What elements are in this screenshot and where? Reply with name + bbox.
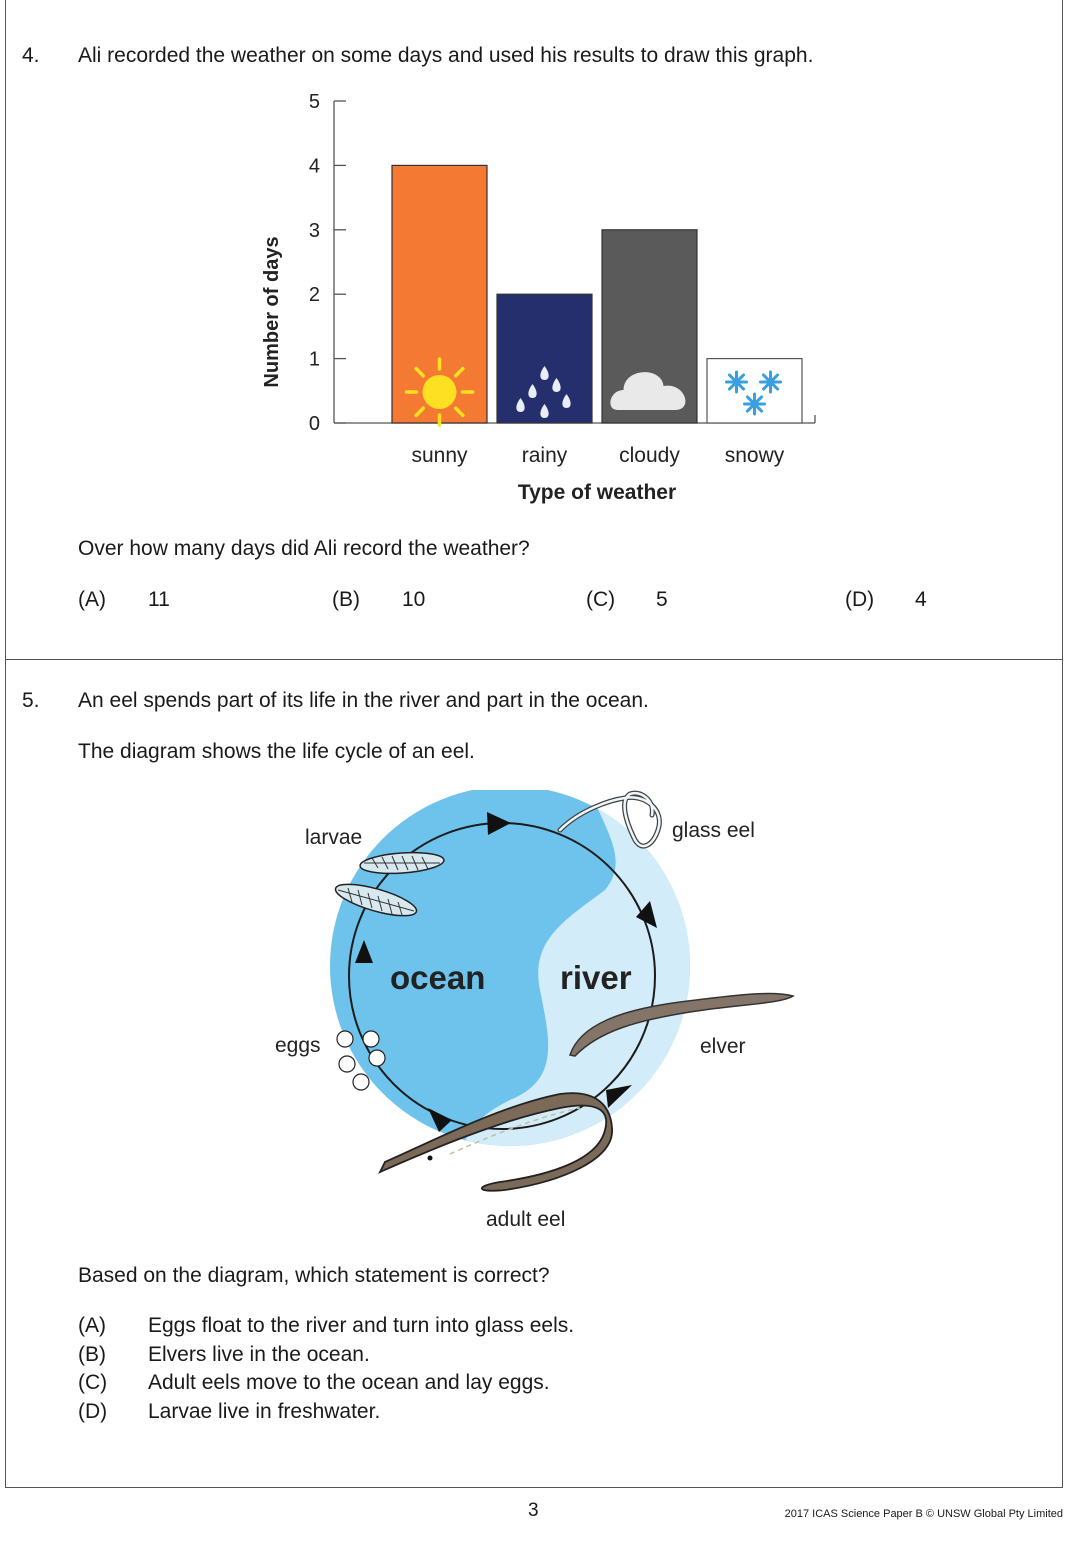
page-number: 3 [528,1500,539,1521]
copyright-notice: 2017 ICAS Science Paper B © UNSW Global Pty Limited [784,1508,1063,1520]
y-tick-label: 1 [308,348,320,371]
stage-label-elver: elver [700,1035,746,1058]
bar-rainy [497,294,592,423]
q5-option-d-text: Larvae live in freshwater. [148,1399,381,1423]
y-axis-label: Number of days [261,236,283,388]
stage-label-adult-eel: adult eel [486,1208,566,1231]
stage-label-larvae: larvae [305,826,363,849]
q5-options [78,1312,574,1426]
question-5-intro-2: The diagram shows the life cycle of an eel. [78,740,475,763]
q4-option-d[interactable] [845,588,927,612]
question-5-prompt: Based on the diagram, which statement is correct? [78,1264,550,1287]
q4-option-c[interactable] [586,588,668,612]
q4-option-d-letter: (D) [845,588,875,611]
question-4-prompt: Over how many days did Ali record the weather? [78,537,530,560]
q5-option-a-text: Eggs float to the river and turn into glass eels. [148,1314,575,1337]
category-label-cloudy: cloudy [619,444,680,467]
q4-option-a[interactable] [78,588,170,612]
q4-option-b-letter: (B) [332,588,360,611]
stage-label-eggs: eggs [275,1034,321,1057]
category-label-sunny: sunny [411,444,468,467]
stage-label-glass-eel: glass eel [672,819,755,842]
y-tick-label: 3 [308,219,320,242]
y-tick-label: 0 [308,413,320,435]
q4-option-c-text: 5 [656,588,668,611]
sun-icon [407,359,473,425]
question-5-number: 5. [22,689,40,712]
eel-life-cycle-diagram [260,790,820,1240]
q4-option-a-text: 11 [148,588,170,611]
category-label-rainy: rainy [521,444,568,467]
river-label: river [560,959,632,996]
question-4-intro: Ali recorded the weather on some days and used his results to draw this graph. [78,44,814,67]
q5-option-b-text: Elvers live in the ocean. [148,1342,370,1366]
q4-option-b[interactable] [332,588,425,612]
category-label-snowy: snowy [724,444,785,467]
ocean-label: ocean [390,959,486,996]
q4-option-b-text: 10 [402,588,426,611]
q5-option-b[interactable] [78,1341,574,1370]
q5-option-c[interactable] [78,1369,574,1398]
y-tick-label: 5 [308,91,320,113]
q4-option-d-text: 4 [915,588,927,611]
q4-option-a-letter: (A) [78,588,106,611]
x-axis-label: Type of weather [517,481,677,504]
q4-option-c-letter: (C) [586,588,616,611]
q5-option-c-letter: (C) [78,1371,108,1394]
y-tick-label: 4 [308,155,320,178]
q5-option-a[interactable] [78,1312,574,1341]
q5-option-c-text: Adult eels move to the ocean and lay eggs. [148,1371,550,1394]
q5-option-d[interactable] [78,1398,574,1427]
q5-option-b-letter: (B) [78,1342,106,1366]
weather-bar-chart [240,80,840,520]
q5-option-a-letter: (A) [78,1314,106,1337]
q5-option-d-letter: (D) [78,1399,108,1423]
y-tick-label: 2 [308,284,320,307]
question-5-intro-1: An eel spends part of its life in the river and part in the ocean. [78,689,649,712]
question-4-number: 4. [22,44,40,67]
